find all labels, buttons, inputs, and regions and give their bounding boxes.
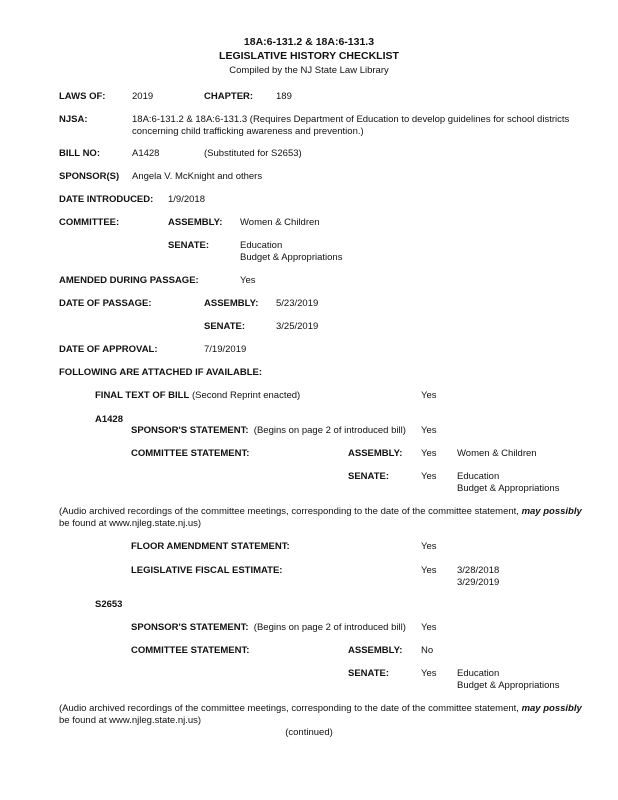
passage-assembly-value: 5/23/2019 [276,298,319,309]
s2653-committee-assembly-value: No [421,645,434,656]
committee-senate-value2: Budget & Appropriations [240,252,343,263]
passage-senate-value: 3/25/2019 [276,321,319,332]
njsa-line2: concerning child trafficking awareness and prevention.) [132,126,364,137]
a1428-audio-note-line1 [59,506,582,517]
continued-note: (continued) [285,727,333,738]
a1428-sponsor-note: (Begins on page 2 of introduced bill) [253,425,406,436]
a1428-committee-senate-detail1: Education [457,471,500,482]
s2653-sponsor-note: (Begins on page 2 of introduced bill) [253,622,406,633]
committee-assembly-value: Women & Children [240,217,320,228]
laws-of-label: LAWS OF: [59,91,106,102]
date-of-passage-label: DATE OF PASSAGE: [59,298,152,309]
a1428-heading: A1428 [95,414,123,425]
laws-of-value: 2019 [132,91,154,102]
s2653-sponsor-statement [131,622,406,633]
a1428-committee-senate-label: SENATE: [348,471,389,482]
amended-label: AMENDED DURING PASSAGE: [59,275,199,286]
s2653-committee-senate-value: Yes [421,668,437,679]
committee-label: COMMITTEE: [59,217,120,228]
date-introduced-value: 1/9/2018 [168,194,205,205]
sponsor-value: Angela V. McKnight and others [132,171,263,182]
s2653-committee-assembly-label: ASSEMBLY: [348,645,403,656]
a1428-audio-note-pre: (Audio archived recordings of the committee meetings, corresponding to the date of the committee statement, [59,506,519,517]
passage-senate-label: SENATE: [204,321,245,332]
a1428-floor-amendment-label: FLOOR AMENDMENT STATEMENT: [131,541,290,552]
final-text-note: (Second Reprint enacted) [191,390,301,401]
s2653-committee-senate-label: SENATE: [348,668,389,679]
a1428-committee-assembly-value: Yes [421,448,437,459]
a1428-committee-assembly-detail: Women & Children [457,448,537,459]
date-of-approval-value: 7/19/2019 [204,344,247,355]
a1428-fiscal-estimate-date1: 3/28/2018 [457,565,500,576]
s2653-audio-note-line1 [59,703,582,714]
s2653-audio-note-pre: (Audio archived recordings of the committee meetings, corresponding to the date of the committee statement, [59,703,519,714]
s2653-sponsor-value: Yes [421,622,437,633]
njsa-line1: 18A:6-131.2 & 18A:6-131.3 (Requires Department of Education to develop guidelines for school districts [132,114,570,125]
a1428-fiscal-estimate-value: Yes [421,565,437,576]
a1428-committee-senate-value: Yes [421,471,437,482]
njsa-label: NJSA: [59,114,88,125]
final-text-label: FINAL TEXT OF BILL [95,390,190,401]
s2653-committee-senate-detail1: Education [457,668,500,679]
a1428-fiscal-estimate-label: LEGISLATIVE FISCAL ESTIMATE: [131,565,283,576]
chapter-label: CHAPTER: [204,91,254,102]
a1428-sponsor-value: Yes [421,425,437,436]
date-of-approval-label: DATE OF APPROVAL: [59,344,158,355]
a1428-floor-amendment-value: Yes [421,541,437,552]
a1428-committee-label: COMMITTEE STATEMENT: [131,448,250,459]
committee-senate-value1: Education [240,240,283,251]
final-text-value: Yes [421,390,437,401]
s2653-sponsor-label: SPONSOR'S STATEMENT: [131,622,249,633]
a1428-sponsor-label: SPONSOR'S STATEMENT: [131,425,249,436]
bill-no-value: A1428 [132,148,160,159]
s2653-audio-note-line2: be found at www.njleg.state.nj.us) [59,715,202,726]
a1428-committee-senate-detail2: Budget & Appropriations [457,483,560,494]
committee-senate-label: SENATE: [168,240,209,251]
s2653-audio-note-em: may possibly [521,703,582,714]
a1428-committee-assembly-label: ASSEMBLY: [348,448,403,459]
chapter-value: 189 [276,91,292,102]
date-introduced-label: DATE INTRODUCED: [59,194,154,205]
a1428-sponsor-statement [131,425,406,436]
committee-assembly-label: ASSEMBLY: [168,217,223,228]
s2653-committee-senate-detail2: Budget & Appropriations [457,680,560,691]
final-text-row [95,390,300,401]
compiled-by: Compiled by the NJ State Law Library [229,65,389,76]
following-heading: FOLLOWING ARE ATTACHED IF AVAILABLE: [59,367,262,378]
sponsor-label: SPONSOR(S) [59,171,120,182]
document-title: 18A:6-131.2 & 18A:6-131.3 [243,36,375,48]
a1428-audio-note-line2: be found at www.njleg.state.nj.us) [59,518,202,529]
document-subtitle: LEGISLATIVE HISTORY CHECKLIST [219,50,399,62]
passage-assembly-label: ASSEMBLY: [204,298,259,309]
amended-value: Yes [240,275,256,286]
a1428-fiscal-estimate-date2: 3/29/2019 [457,577,500,588]
s2653-committee-label: COMMITTEE STATEMENT: [131,645,250,656]
bill-no-label: BILL NO: [59,148,100,159]
s2653-heading: S2653 [95,599,123,610]
a1428-audio-note-em: may possibly [521,506,582,517]
bill-no-note: (Substituted for S2653) [204,148,302,159]
